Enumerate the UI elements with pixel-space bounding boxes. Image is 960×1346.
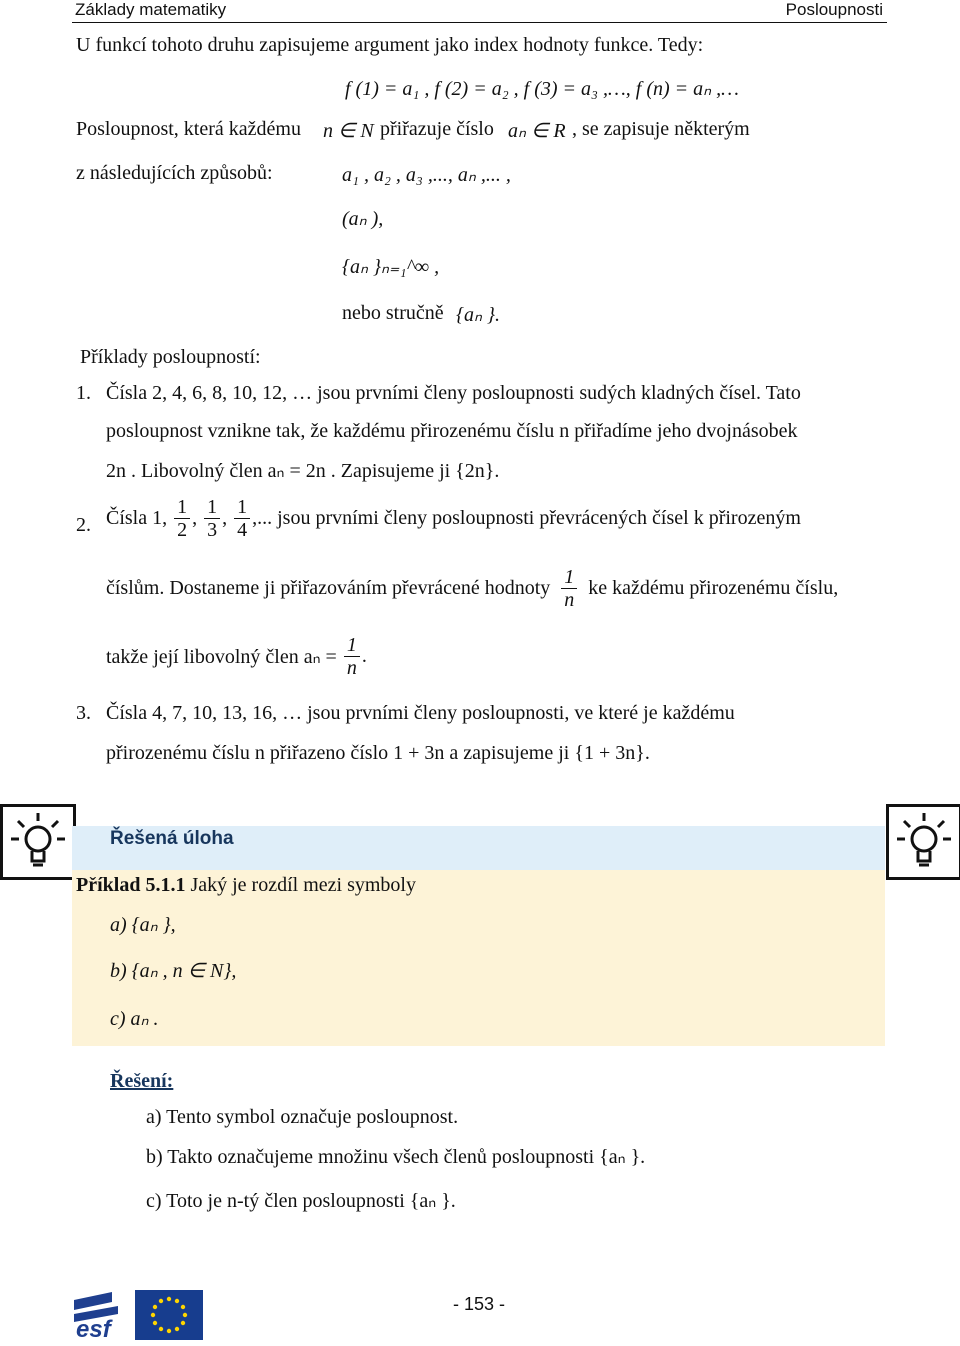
examples-title: Příklady posloupností: [80,346,261,368]
numerator: 1 [204,496,220,519]
task-item-a: a) {aₙ }, [110,914,176,936]
intro-line-2d: aₙ ∈ R [508,120,566,142]
denominator: 4 [237,519,248,541]
denominator: 2 [177,519,188,541]
page-number: - 153 - [453,1294,506,1314]
example-2-line-2 [106,566,838,611]
intro-line-3: z následujících způsobů: [76,162,273,184]
intro-line-2e: , se zapisuje některým [572,118,750,140]
example-2-text-c: číslům. Dostaneme ji přiřazováním převrácené hodnoty [106,577,551,599]
solution-a: a) Tento symbol označuje posloupnost. [146,1106,459,1128]
example-2-text-b: ,... jsou prvními členy posloupnosti převrácených čísel k přirozeným [252,507,801,529]
numerator: 1 [344,634,360,657]
example-3-line-2: přirozenému číslu n přiřazeno číslo 1 + 3n a zapisujeme ji {1 + 3n}. [106,742,650,764]
task-item-c: c) aₙ . [110,1008,159,1030]
period: . [361,645,367,667]
esf-logo [72,1290,130,1340]
notation-parentheses: (aₙ ), [342,208,384,230]
task-number: Příklad 5.1.1 [76,874,186,896]
denominator: n [564,589,575,611]
example-1-number: 1. [76,382,91,404]
numerator: 1 [561,566,577,589]
intro-line-2a: Posloupnost, která každému [76,118,301,140]
notation-short: {aₙ }. [456,304,500,326]
header-title: Základy matematiky [75,0,227,19]
example-2-line-1: Čísla 1, $\frac{1}{2}$ , $\frac{1}{3}$ , $\frac{1}{4}$ ,... jsou prvními členy posloupnosti převrácených čísel k přirozeným [106,496,801,541]
solution-c: c) Toto je n-tý člen posloupnosti {aₙ }. [146,1190,456,1212]
task-title [76,874,416,897]
example-3-number: 3. [76,702,91,724]
solution-heading: Řešení: [110,1070,174,1092]
lightbulb-icon [0,804,76,880]
fraction-one-third [204,496,220,541]
denominator: 3 [207,519,218,541]
example-1-line-1: Čísla 2, 4, 6, 8, 10, 12, … jsou prvními členy posloupnosti sudých kladných čísel. Tato [106,382,801,404]
function-values-formula: f (1) = a₁ , f (2) = a₂ , f (3) = a₃ ,…, f (n) = aₙ ,… [345,78,739,100]
notation-indexed-braces: {aₙ }ₙ₌₁^∞ , [342,256,440,278]
example-2-text-e: takže její libovolný člen aₙ = [106,646,337,668]
numerator: 1 [174,496,190,519]
example-3-line-1: Čísla 4, 7, 10, 13, 16, … jsou prvními členy posloupnosti, ve které je každému [106,702,735,724]
example-2-text-a: Čísla 1, [106,507,168,529]
header-section: Posloupnosti [785,0,883,19]
lightbulb-icon [886,804,960,880]
intro-line-1: U funkcí tohoto druhu zapisujeme argument jako index hodnoty funkce. Tedy: [76,34,704,56]
fraction-one-half [174,496,190,541]
notation-list: a₁ , a₂ , a₃ ,..., aₙ ,... , [342,164,511,186]
example-2-line-3 [106,634,367,679]
example-2-number: 2. [76,514,91,536]
fraction-one-quarter [234,496,250,541]
fraction-one-over-n [561,566,577,611]
intro-line-2b: n ∈ N [323,120,374,142]
notation-short-label: nebo stručně [342,302,444,324]
example-2-text-d: ke každému přirozenému číslu, [588,577,839,599]
header-rule [72,22,887,23]
task-item-b: b) {aₙ , n ∈ N}, [110,960,237,982]
numerator: 1 [234,496,250,519]
task-question: Jaký je rozdíl mezi symboly [185,874,416,896]
denominator: n [346,657,357,679]
eu-flag-icon [135,1290,203,1340]
fraction-general-term [344,634,360,679]
esf-logo-text: esf [76,1316,111,1340]
solution-b: b) Takto označujeme množinu všech členů posloupnosti {aₙ }. [146,1146,646,1168]
example-1-line-2: posloupnost vznikne tak, že každému přirozenému číslu n přiřadíme jeho dvojnásobek [106,420,798,442]
solved-task-heading: Řešená úloha [110,828,234,849]
intro-line-2c: přiřazuje číslo [380,118,494,140]
example-1-line-3: 2n . Libovolný člen aₙ = 2n . Zapisujeme ji {2n}. [106,460,500,482]
